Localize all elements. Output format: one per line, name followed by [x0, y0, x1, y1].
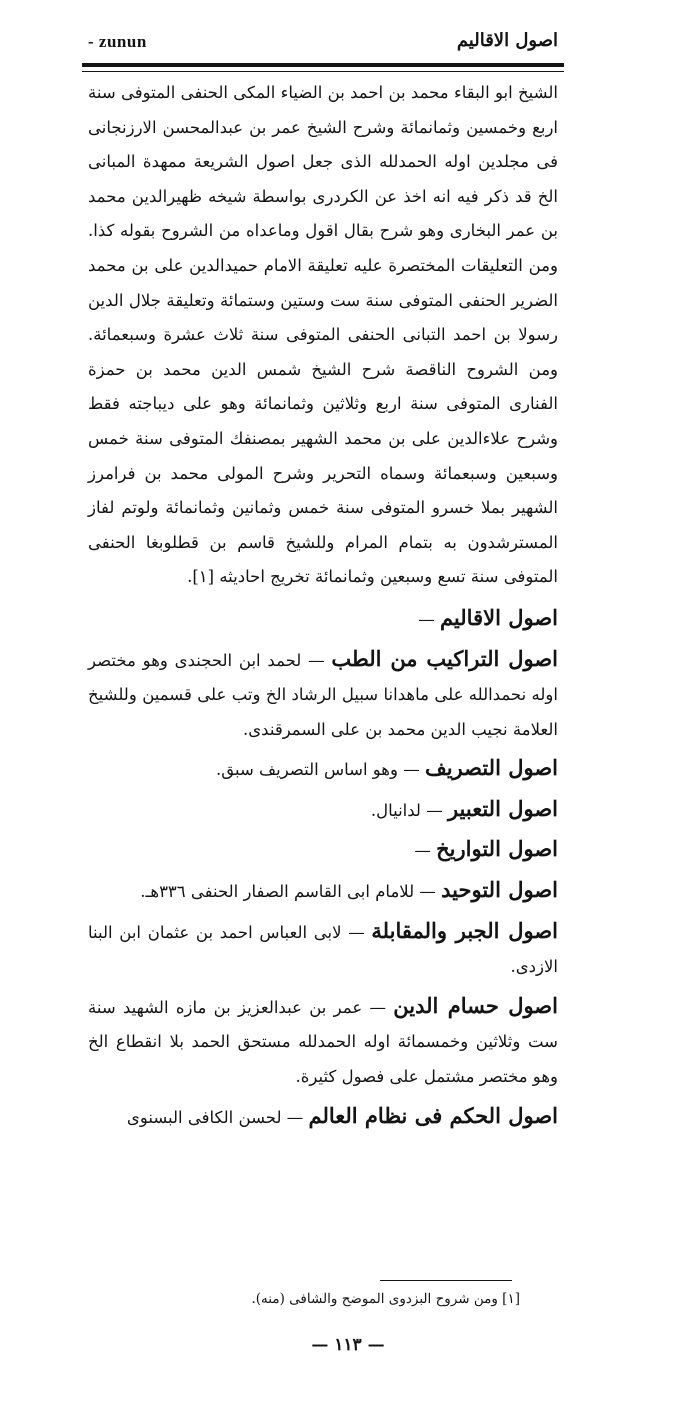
header-rule-thick — [82, 63, 564, 67]
footnote-rule — [380, 1280, 512, 1281]
entry-headword: اصول التراكيب من الطب — [331, 645, 558, 671]
header-left-text: - zunun — [88, 32, 147, 51]
entry-usul-al-hikam — [88, 1099, 558, 1136]
entry-headword: اصول الحكم فى نظام العالم — [308, 1102, 558, 1128]
entry-usul-al-aqalim — [88, 601, 558, 638]
entry-usul-al-tasrif — [88, 751, 558, 788]
page-body — [88, 76, 558, 1135]
header-title: اصول الاقاليم — [456, 30, 558, 51]
entry-text: — — [418, 609, 440, 629]
entry-headword: اصول التوحيد — [441, 877, 558, 903]
entry-text: — لدانيال. — [370, 800, 448, 820]
footnote: [١] ومن شروح البزدوى الموضح والشافى (منه). — [251, 1291, 520, 1307]
intro-paragraph: الشيخ ابو البقاء محمد بن احمد بن الضياء المكى الحنفى المتوفى سنة اربع وخمسين وثمانمائة وشرح الشيخ عمر بن عبدالمحسن الارزنجانى فى مجلدين اوله الحمدلله الذى جعل اصول الشريعة ممهدة المبانى الخ قد ذكر فيه انه اخذ عن الكردرى بواسطة شيخه ظهيرالدين محمد بن عمر البخارى وهو شرح بقال اقول وماعداه من الشروح بقوله كذا. ومن التعليقات المختصرة عليه تعليقة الامام حميدالدين على بن محمد الضرير الحنفى المتوفى سنة ست وستين وستمائة وتعليقة جلال الدين رسولا بن احمد التبانى الحنفى المتوفى سنة ثلاث عشرة وسبعمائة. ومن الشروح الناقصة شرح الشيخ شمس الدين محمد بن حمزة الفنارى المتوفى سنة اربع وثلاثين وثمانمائة وهو على ديباجته فقط وشرح علاءالدين على بن محمد الشهير بمصنفك المتوفى سنة خمس وسبعين وسبعمائة وسماه التحرير وشرح المولى محمد بن فرامرز الشهير بملا خسرو المتوفى سنة خمس وثمانين وثمانمائة ولوتم لفاز المسترشدون به بتمام المرام وللشيخ قاسم بن قطلوبغا الحنفى المتوفى سنة تسع وسبعين وثمانمائة تخريج احاديثه [١]. — [88, 83, 558, 587]
entry-usul-husam-al-din — [88, 989, 558, 1095]
entry-headword: اصول الجبر والمقابلة — [371, 917, 558, 943]
entry-headword: اصول التعبير — [447, 795, 558, 821]
entry-text: — عمر بن عبدالعزيز بن مازه الشهيد سنة ست وثلاثين وخمسمائة اوله الحمدلله مستحق الحمد بلا انقطاع الخ وهو مختصر مشتمل على فصول كثيرة. — [88, 997, 558, 1087]
entry-text: — وهو اساس التصريف سبق. — [215, 760, 425, 780]
entry-usul-al-tarakib — [88, 642, 558, 748]
entry-headword: اصول الاقاليم — [439, 604, 558, 630]
entry-text: — لحمد ابن الحجندى وهو مختصر اوله نحمدالله على ماهدانا سبيل الرشاد الخ وتب على قسمين وللشيخ العلامة نجيب الدين محمد بن على السمرقندى. — [88, 650, 558, 739]
entry-text: — لحسن الكافى البسنوى — [126, 1107, 309, 1127]
page-number: — ١١٣ — — [311, 1335, 385, 1355]
entry-usul-al-tawarikh — [88, 832, 558, 869]
header-rule-thin — [82, 71, 564, 72]
entry-text: — — [414, 841, 437, 861]
entry-usul-al-jabr — [88, 914, 558, 985]
running-header — [88, 30, 558, 58]
entry-headword: اصول حسام الدين — [393, 992, 558, 1018]
entry-headword: اصول التصريف — [424, 755, 558, 781]
entry-text: — للامام ابى القاسم الصفار الحنفى ٣٣٦هـ. — [140, 882, 442, 902]
entry-text: — لابى العباس احمد بن عثمان ابن البنا الازدى. — [88, 922, 558, 977]
entry-headword: اصول التواريخ — [436, 836, 558, 862]
entry-usul-al-tawhid — [88, 873, 558, 910]
entry-usul-al-tabir — [88, 792, 558, 829]
